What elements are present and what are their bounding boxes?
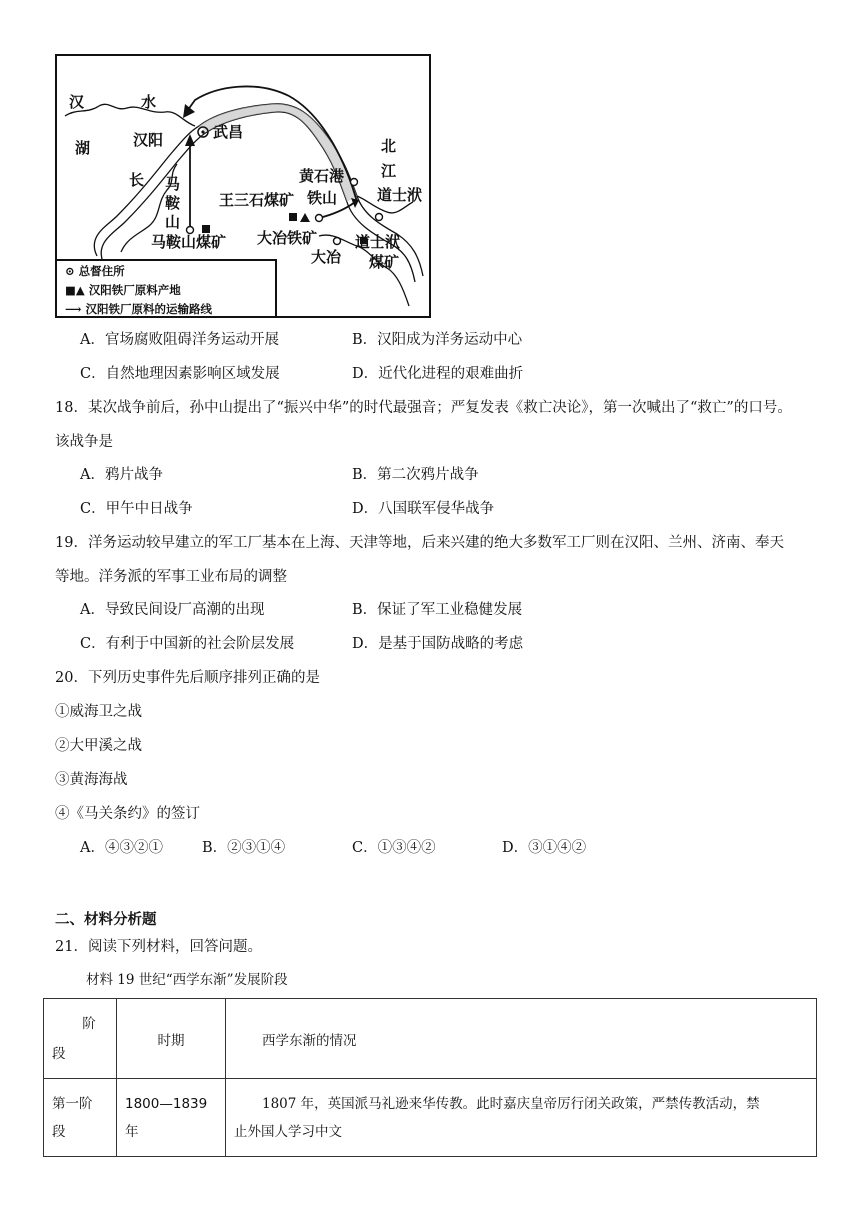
map-label-jiang: 江: [381, 162, 397, 180]
source-symbol-icon: ■▲: [65, 283, 85, 297]
map-legend: [57, 259, 277, 318]
map-label-daoshifu: 道士洑: [377, 186, 423, 204]
row-stage-cell: [44, 1079, 117, 1157]
q18-option-d: D．八国联军侵华战争: [352, 501, 495, 517]
q18-stem-line2: 该战争是: [55, 434, 113, 450]
table-row: [44, 1079, 817, 1157]
row-period-2: 年: [125, 1123, 139, 1140]
map-label-daye-iron: 大冶铁矿: [257, 229, 318, 247]
q20-item-4: ④《马关条约》的签订: [55, 806, 200, 822]
map-label-huangshigang: 黄石港: [299, 167, 345, 185]
map-label-tieshan: 铁山: [307, 189, 338, 207]
q20-option-b: B．②③①④: [202, 840, 286, 856]
q20-item-2: ②大甲溪之战: [55, 738, 142, 754]
q21-stem: 21．阅读下列材料，回答问题。: [55, 939, 262, 955]
row-situation-1: 1807 年，英国派马礼逊来华传教。此时嘉庆皇帝厉行闭关政策，严禁传教活动，禁: [262, 1095, 760, 1112]
q17-option-c: C．自然地理因素影响区域发展: [80, 366, 280, 382]
row-situation-2: 止外国人学习中文: [234, 1123, 342, 1140]
q20-option-c: C．①③④②: [352, 840, 436, 856]
q19-option-b: B．保证了军工业稳健发展: [352, 602, 523, 618]
route-arrow-icon: ⟶: [65, 302, 82, 316]
map-label-han: 汉: [69, 93, 85, 111]
map-label-hanyang: 汉阳: [133, 131, 164, 149]
material-table: [43, 998, 817, 1157]
q19-option-c: C．有利于中国新的社会阶层发展: [80, 636, 295, 652]
q20-item-1: ①威海卫之战: [55, 704, 142, 720]
q17-option-a: A．官场腐败阻碍洋务运动开展: [80, 332, 279, 348]
header-period: 时期: [117, 999, 226, 1079]
legend-item-route: ⟶ 汉阳铁厂原料的运输路线: [65, 302, 213, 316]
q20-option-a: A．④③②①: [80, 840, 163, 856]
map-label-wuchang: 武昌: [213, 123, 244, 141]
header-stage-2: 段: [52, 1045, 66, 1062]
legend-item-source: ■▲ 汉阳铁厂原料产地: [65, 283, 181, 297]
q18-stem-line1: 18．某次战争前后，孙中山提出了“振兴中华”的时代最强音；严复发表《救亡决论》，第一次喊出了“救亡”的口号。: [55, 400, 792, 416]
map-label-hu: 湖: [75, 139, 91, 157]
q20-option-d: D．③①④②: [502, 840, 587, 856]
map-label-daoshifu-mine-1: 道士洑: [355, 233, 401, 251]
header-stage-1: 阶: [82, 1015, 96, 1032]
q19-option-a: A．导致民间设厂高潮的出现: [80, 602, 265, 618]
legend-item-residence: ⊙ 总督住所: [65, 264, 125, 278]
q17-option-b: B．汉阳成为洋务运动中心: [352, 332, 523, 348]
map-label-shan: 山: [165, 213, 181, 231]
row-stage-1: 第一阶: [52, 1095, 93, 1112]
map-label-ma: 马: [165, 175, 181, 193]
q18-option-c: C．甲午中日战争: [80, 501, 193, 517]
map-label-wangsanshi: 王三石煤矿: [219, 191, 295, 209]
row-stage-2: 段: [52, 1123, 66, 1140]
map-label-bei: 北: [381, 137, 397, 155]
map-label-maanshan-mine: 马鞍山煤矿: [151, 233, 227, 251]
q18-option-a: A．鸦片战争: [80, 467, 163, 483]
row-period-cell: [117, 1079, 226, 1157]
q19-stem-line2: 等地。洋务派的军事工业布局的调整: [55, 569, 287, 585]
map-label-an: 鞍: [165, 194, 181, 212]
q20-stem: 20．下列历史事件先后顺序排列正确的是: [55, 670, 320, 686]
q19-stem-line1: 19．洋务运动较早建立的军工厂基本在上海、天津等地，后来兴建的绝大多数军工厂则在汉阳、兰州、济南、奉天: [55, 535, 784, 551]
map-label-chang: 长: [129, 171, 145, 189]
row-situation-cell: [226, 1079, 817, 1157]
q20-item-3: ③黄海海战: [55, 772, 128, 788]
table-header-row: [44, 999, 817, 1079]
q17-option-d: D．近代化进程的艰难曲折: [352, 366, 524, 382]
map-label-daye: 大冶: [311, 248, 342, 266]
map-figure: [55, 54, 431, 318]
residence-symbol-icon: ⊙: [65, 264, 75, 278]
q18-option-b: B．第二次鸦片战争: [352, 467, 479, 483]
map-label-daoshifu-mine-2: 煤矿: [369, 253, 400, 271]
q19-option-d: D．是基于国防战略的考虑: [352, 636, 524, 652]
row-period-1: 1800—1839: [125, 1095, 208, 1112]
material-caption: 材料 19 世纪“西学东渐”发展阶段: [86, 972, 288, 988]
section-title: 二、材料分析题: [55, 911, 157, 928]
header-stage-cell: [44, 999, 117, 1079]
header-situation: 西学东渐的情况: [226, 999, 817, 1079]
map-label-shui: 水: [141, 93, 157, 111]
